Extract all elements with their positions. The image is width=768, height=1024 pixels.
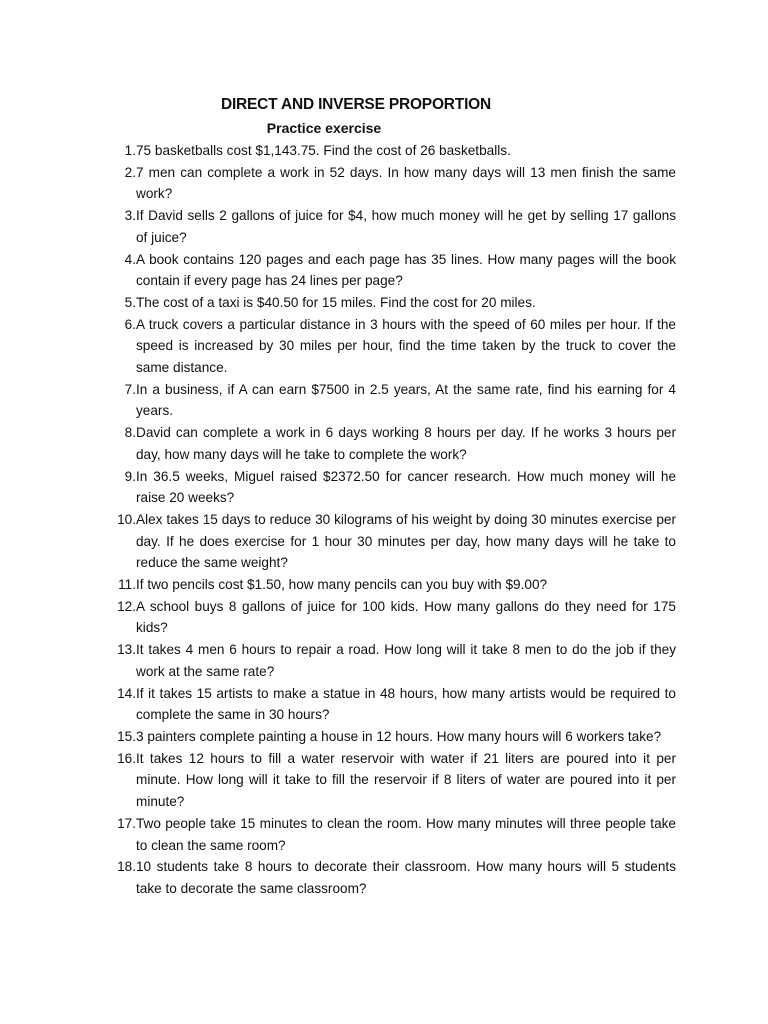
question-number: 11. <box>118 577 136 593</box>
question-text: If it takes 15 artists to make a statue in 48 hours, how many artists would be required to complete the same in 30 hours? <box>136 685 676 723</box>
question-text: 3 painters complete painting a house in 12 hours. How many hours will 6 workers take? <box>136 728 662 744</box>
question-item <box>106 249 676 292</box>
question-text: David can complete a work in 6 days working 8 hours per day. If he works 3 hours per day, how many days will he take to complete the work? <box>136 425 676 462</box>
question-number: 15. <box>117 728 136 744</box>
question-number: 3. <box>124 208 136 224</box>
question-item <box>106 292 676 314</box>
question-item <box>106 422 676 465</box>
question-item <box>106 856 676 899</box>
question-text: 75 basketballs cost $1,143.75. Find the cost of 26 basketballs. <box>136 143 511 158</box>
question-text: 10 students take 8 hours to decorate their classroom. How many hours will 5 students take to decorate the same classroom? <box>136 859 676 896</box>
question-text: In 36.5 weeks, Miguel raised $2372.50 for cancer research. How much money will he raise 20 weeks? <box>136 468 676 506</box>
question-text: The cost of a taxi is $40.50 for 15 miles. Find the cost for 20 miles. <box>136 294 536 310</box>
question-text: Alex takes 15 days to reduce 30 kilograms of his weight by doing 30 minutes exercise per day. If he does exercise for 1 hour 30 minutes per day, how many days will he take to reduce the same weight? <box>136 511 676 571</box>
question-number: 14. <box>117 685 136 701</box>
question-number: 9. <box>124 468 136 484</box>
question-number: 12. <box>117 598 136 614</box>
question-number: 17. <box>117 815 136 831</box>
question-number: 6. <box>124 316 136 332</box>
question-item <box>106 596 676 639</box>
question-number: 5. <box>124 294 136 310</box>
question-number: 8. <box>124 425 136 441</box>
question-text: A school buys 8 gallons of juice for 100 kids. How many gallons do they need for 175 kids? <box>136 598 676 636</box>
question-number: 18. <box>117 859 136 875</box>
question-text: A book contains 120 pages and each page has 35 lines. How many pages will the book contain if every page has 24 lines per page? <box>136 251 676 289</box>
question-number: 4. <box>124 251 136 267</box>
question-item <box>106 379 676 422</box>
question-item <box>106 205 676 248</box>
question-text: If two pencils cost $1.50, how many pencils can you buy with $9.00? <box>136 577 548 593</box>
question-text: 7 men can complete a work in 52 days. In how many days will 13 men finish the same work? <box>136 164 676 202</box>
question-text: If David sells 2 gallons of juice for $4, how much money will he get by selling 17 gallons of juice? <box>136 208 676 245</box>
question-item <box>106 726 676 748</box>
question-number: 10. <box>117 511 136 527</box>
question-text: It takes 12 hours to fill a water reservoir with water if 21 liters are poured into it per minute. How long will it take to fill the reservoir if 8 liters of water are poured into it per minute? <box>136 750 676 810</box>
question-number: 13. <box>117 642 136 658</box>
question-text: Two people take 15 minutes to clean the room. How many minutes will three people take to clean the same room? <box>136 815 676 853</box>
question-text: A truck covers a particular distance in 3 hours with the speed of 60 miles per hour. If the speed is increased by 30 miles per hour, find the time taken by the truck to cover the same distance. <box>136 316 676 376</box>
question-item <box>106 509 676 574</box>
question-item <box>106 314 676 379</box>
question-item <box>106 140 676 162</box>
question-item <box>106 813 676 856</box>
question-item <box>106 683 676 726</box>
question-item <box>106 748 676 813</box>
question-number: 1. <box>124 143 136 158</box>
page-title: DIRECT AND INVERSE PROPORTION <box>220 96 492 113</box>
question-number: 2. <box>124 164 136 180</box>
page-subtitle: Practice exercise <box>266 120 382 136</box>
question-item <box>106 466 676 509</box>
question-text: It takes 4 men 6 hours to repair a road. How long will it take 8 men to do the job if they work at the same rate? <box>136 642 676 679</box>
question-number: 7. <box>124 381 136 397</box>
question-item <box>106 162 676 205</box>
question-item <box>106 574 676 596</box>
question-item <box>106 639 676 682</box>
question-text: In a business, if A can earn $7500 in 2.5 years, At the same rate, find his earning for 4 years. <box>136 381 676 419</box>
question-number: 16. <box>117 750 136 766</box>
question-list <box>106 140 676 900</box>
